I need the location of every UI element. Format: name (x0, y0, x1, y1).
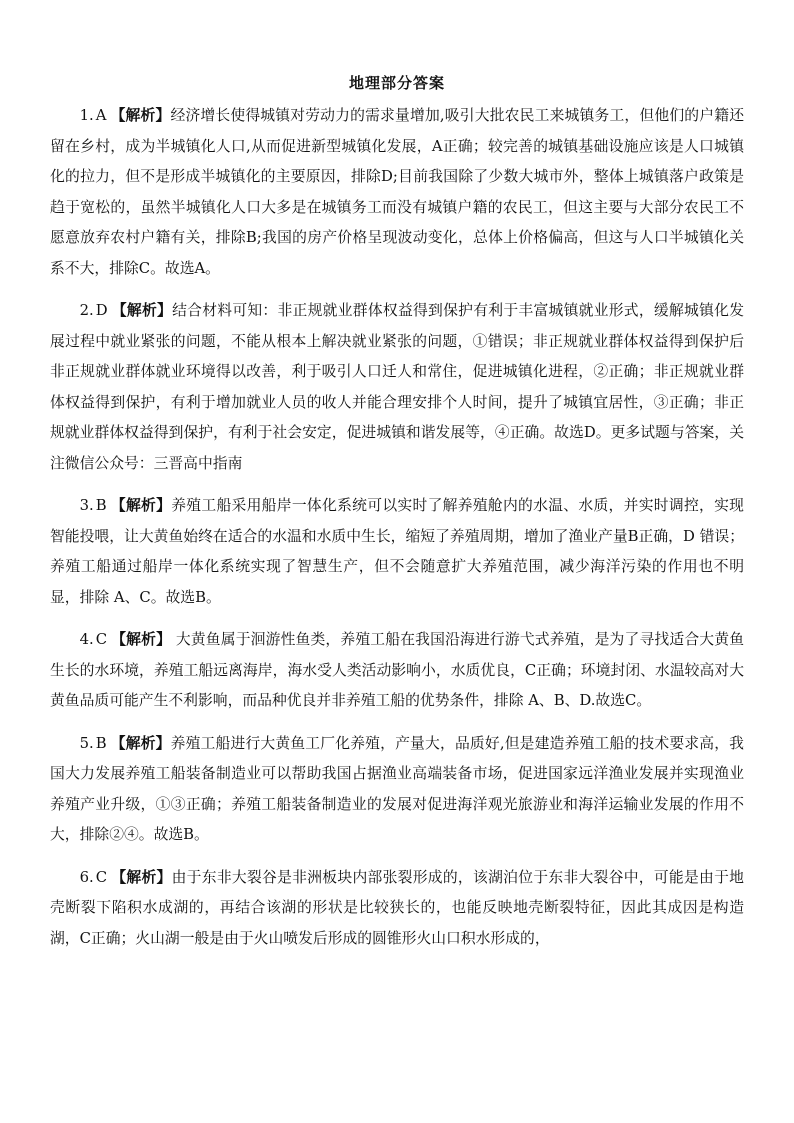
answer-choice: B (95, 497, 107, 514)
analysis-text: 由于东非大裂谷是非洲板块内部张裂形成的，该湖泊位于东非大裂谷中，可能是由于地壳断裂下陷积水成湖的，再结合该湖的形状是比较狭长的，也能反映地壳断裂特征，因此其成因是构造湖，C正确；火山湖一般是由于火山喷发后形成的圆锥形火山口积水形成的， (50, 868, 744, 947)
answer-choice: C (95, 631, 108, 648)
analysis-text: 养殖工船进行大黄鱼工厂化养殖，产量大，品质好,但是建造养殖工船的技术要求高，我国大力发展养殖工船装备制造业可以帮助我国占据渔业高端装备市场，促进国家远洋渔业发展并实现渔业养殖产业升级，①③正确；养殖工船装备制造业的发展对促进海洋观光旅游业和海洋运输业发展的作用不大，排除②④。故选B。 (50, 734, 744, 843)
analysis-text: 养殖工船采用船岸一体化系统可以实时了解养殖舱内的水温、水质，并实时调控，实现智能投喂，让大黄鱼始终在适合的水温和水质中生长，缩短了养殖周期，增加了渔业产量B正确，D 错误；养殖工船通过船岸一体化系统实现了智慧生产，但不会随意扩大养殖范围，减少海洋污染的作用也不明显，排除 A、C。故选B。 (50, 497, 744, 606)
question-number: 5. (79, 734, 94, 752)
answer-item-4 (50, 625, 744, 717)
answer-choice: B (95, 734, 107, 752)
analysis-tag: 【解析】 (110, 107, 171, 124)
analysis-text: 经济增长使得城镇对劳动力的需求量增加,吸引大批农民工来城镇务工，但他们的户籍还留在乡村，成为半城镇化人口,从而促进新型城镇化发展，A正确；较完善的城镇基础设施应该是人口城镇化的拉力，但不是形成半城镇化的主要原因，排除D;目前我国除了少数大城市外，整体上城镇落户政策是趋于宽松的，虽然半城镇化人口大多是在城镇务工而没有城镇户籍的农民工，但这主要与大部分农民工不愿意放弃农村户籍有关，排除B;我国的房产价格呈现波动变化，总体上价格偏高，但这与人口半城镇化关系不大，排除C。故选A。 (50, 107, 744, 277)
question-number: 6. (79, 868, 94, 886)
question-number: 1. (79, 107, 94, 124)
answer-item-6 (50, 863, 744, 955)
analysis-tag: 【解析】 (111, 302, 173, 319)
question-number: 4. (79, 631, 94, 648)
page-title: 地理部分答案 (348, 74, 445, 92)
question-number: 2. (79, 302, 94, 319)
analysis-text: 结合材料可知：非正规就业群体权益得到保护有利于丰富城镇就业形式，缓解城镇化发展过程中就业紧张的问题，不能从根本上解决就业紧张的问题，①错误；非正规就业群体权益得到保护后非正规就业群体就业环境得以改善，利于吸引人口迁人和常住，促进城镇化进程，②正确；非正规就业群体权益得到保护，有利于增加就业人员的收人并能合理安排个人时间，提升了城镇宜居性，③正确；非正规就业群体权益得到保护，有利于社会安定，促进城镇和谐发展等，④正确。故选D。更多试题与答案，关注微信公众号：三晋高中指南 (50, 302, 744, 472)
answer-choice: D (95, 302, 108, 319)
analysis-text: 大黄鱼属于洄游性鱼类，养殖工船在我国沿海进行游弋式养殖，是为了寻找适合大黄鱼生长的水环境，养殖工船远离海岸，海水受人类活动影响小，水质优良，C正确；环境封闭、水温较高对大黄鱼品质可能产生不利影响，而品种优良并非养殖工船的优势条件，排除 A、B、D.故选C。 (50, 631, 744, 709)
answer-item-5 (50, 729, 744, 851)
answer-item-3 (50, 491, 744, 613)
answer-item-2 (50, 296, 744, 479)
analysis-tag: 【解析】 (110, 734, 171, 752)
answer-item-1 (50, 101, 744, 284)
analysis-tag: 【解析】 (111, 631, 172, 648)
analysis-tag: 【解析】 (111, 868, 172, 886)
answer-choice: A (95, 107, 107, 124)
question-number: 3. (79, 497, 94, 514)
analysis-tag: 【解析】 (110, 497, 172, 514)
answer-choice: C (95, 868, 108, 886)
